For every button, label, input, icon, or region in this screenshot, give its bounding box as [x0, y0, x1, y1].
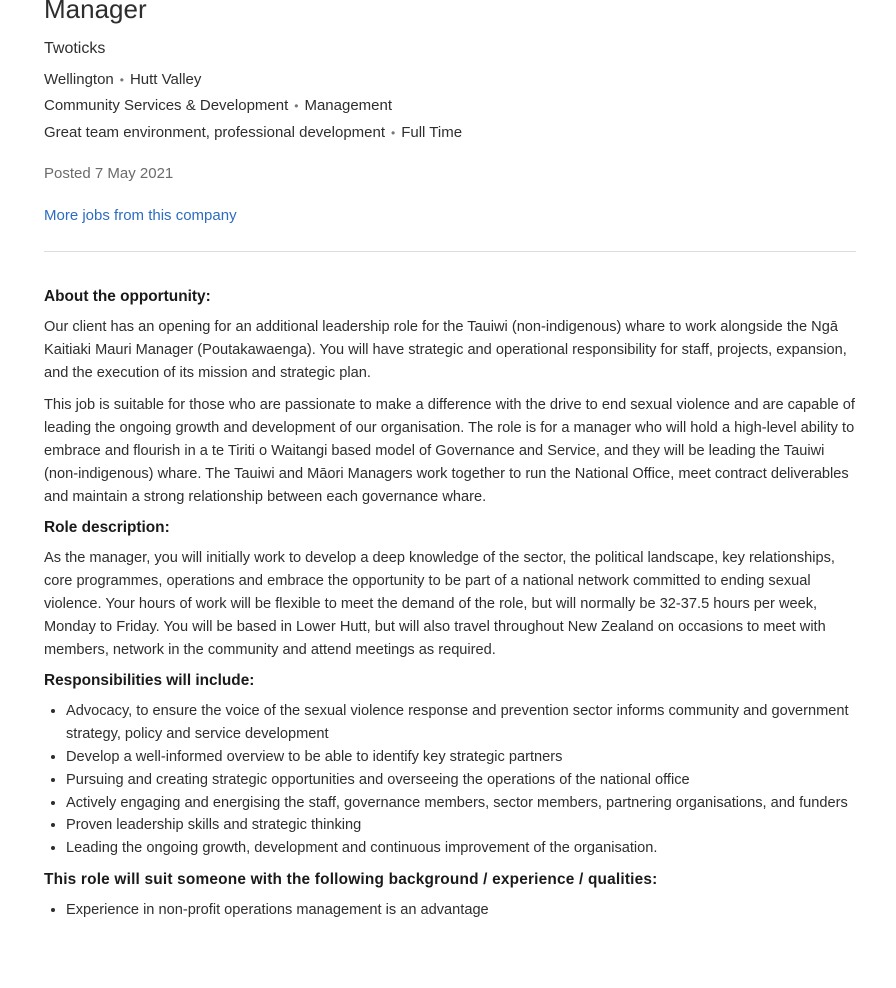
qualities-heading: This role will suit someone with the following background / experience / qualities:: [44, 870, 658, 888]
role-paragraph: As the manager, you will initially work to develop a deep knowledge of the sector, the political landscape, key relationships, core programmes, operations and embrace the opportunity to be part of a national network committed to ending sexual violence. Your hours of work will be flexible to meet the demand of the role, but will normally be 32-37.5 hours per week, Monday to Friday. You will be based in Lower Hutt, but will also travel throughout New Zealand on occasions to meet with members, network in the community and attend meetings as required.: [44, 550, 835, 658]
separator-dot: •: [119, 73, 124, 87]
work-type: Full Time: [401, 124, 463, 141]
qualities-list: [44, 899, 856, 922]
more-jobs-link[interactable]: More jobs from this company: [44, 207, 237, 224]
responsibilities-list: [44, 700, 856, 860]
list-item: • Pursuing and creating strategic opportunities and overseeing the operations of the national office: [66, 769, 856, 792]
job-classification: [44, 97, 392, 114]
location-area[interactable]: Hutt Valley: [129, 71, 202, 88]
job-benefits: Great team environment, professional development: [44, 124, 386, 141]
list-item: • Experience in non-profit operations management is an advantage: [66, 899, 856, 922]
divider: [44, 251, 856, 252]
location-city[interactable]: Wellington: [44, 71, 114, 88]
separator-dot: •: [294, 99, 299, 113]
job-benefits-worktype: [44, 124, 462, 141]
classification-category[interactable]: Community Services & Development: [44, 97, 289, 114]
list-item: • Leading the ongoing growth, development and continuous improvement of the organisation.: [66, 837, 856, 860]
responsibilities-heading: Responsibilities will include:: [44, 672, 255, 690]
classification-subcategory[interactable]: Management: [304, 97, 393, 114]
about-paragraph-1: Our client has an opening for an additional leadership role for the Tauiwi (non-indigenous) whare to work alongside the Ngā Kaitiaki Mauri Manager (Poutakawaenga). You will have strategic and operational responsibility for staff, projects, expansion, and the execution of its mission and strategic plan.: [44, 319, 847, 381]
company-name: Twoticks: [44, 40, 106, 57]
list-item: • Actively engaging and energising the staff, governance members, sector members, partnering organisations, and funders: [66, 792, 856, 815]
role-heading: Role description:: [44, 519, 170, 537]
about-paragraph-2: This job is suitable for those who are passionate to make a difference with the drive to end sexual violence and are capable of leading the ongoing growth and development of our organisation. The role is for a manager who will hold a high-level ability to embrace and flourish in a te Tiriti o Waitangi based model of Governance and Service, and they will be leading the Tauiwi (non-indigenous) whare. The Tauiwi and Māori Managers work together to run the National Office, meet contract deliverables and maintain a strong relationship between each governance whare.: [44, 397, 855, 505]
about-heading: About the opportunity:: [44, 288, 211, 305]
list-item: • Proven leadership skills and strategic thinking: [66, 814, 856, 837]
job-title: Manager: [44, 0, 147, 24]
list-item: • Advocacy, to ensure the voice of the sexual violence response and prevention sector informs community and government strategy, policy and service development: [66, 700, 856, 746]
separator-dot: •: [391, 126, 396, 140]
job-description: [44, 287, 856, 932]
list-item: • Develop a well-informed overview to be able to identify key strategic partners: [66, 746, 856, 769]
job-location: [44, 71, 201, 88]
posted-date: Posted 7 May 2021: [44, 165, 174, 182]
